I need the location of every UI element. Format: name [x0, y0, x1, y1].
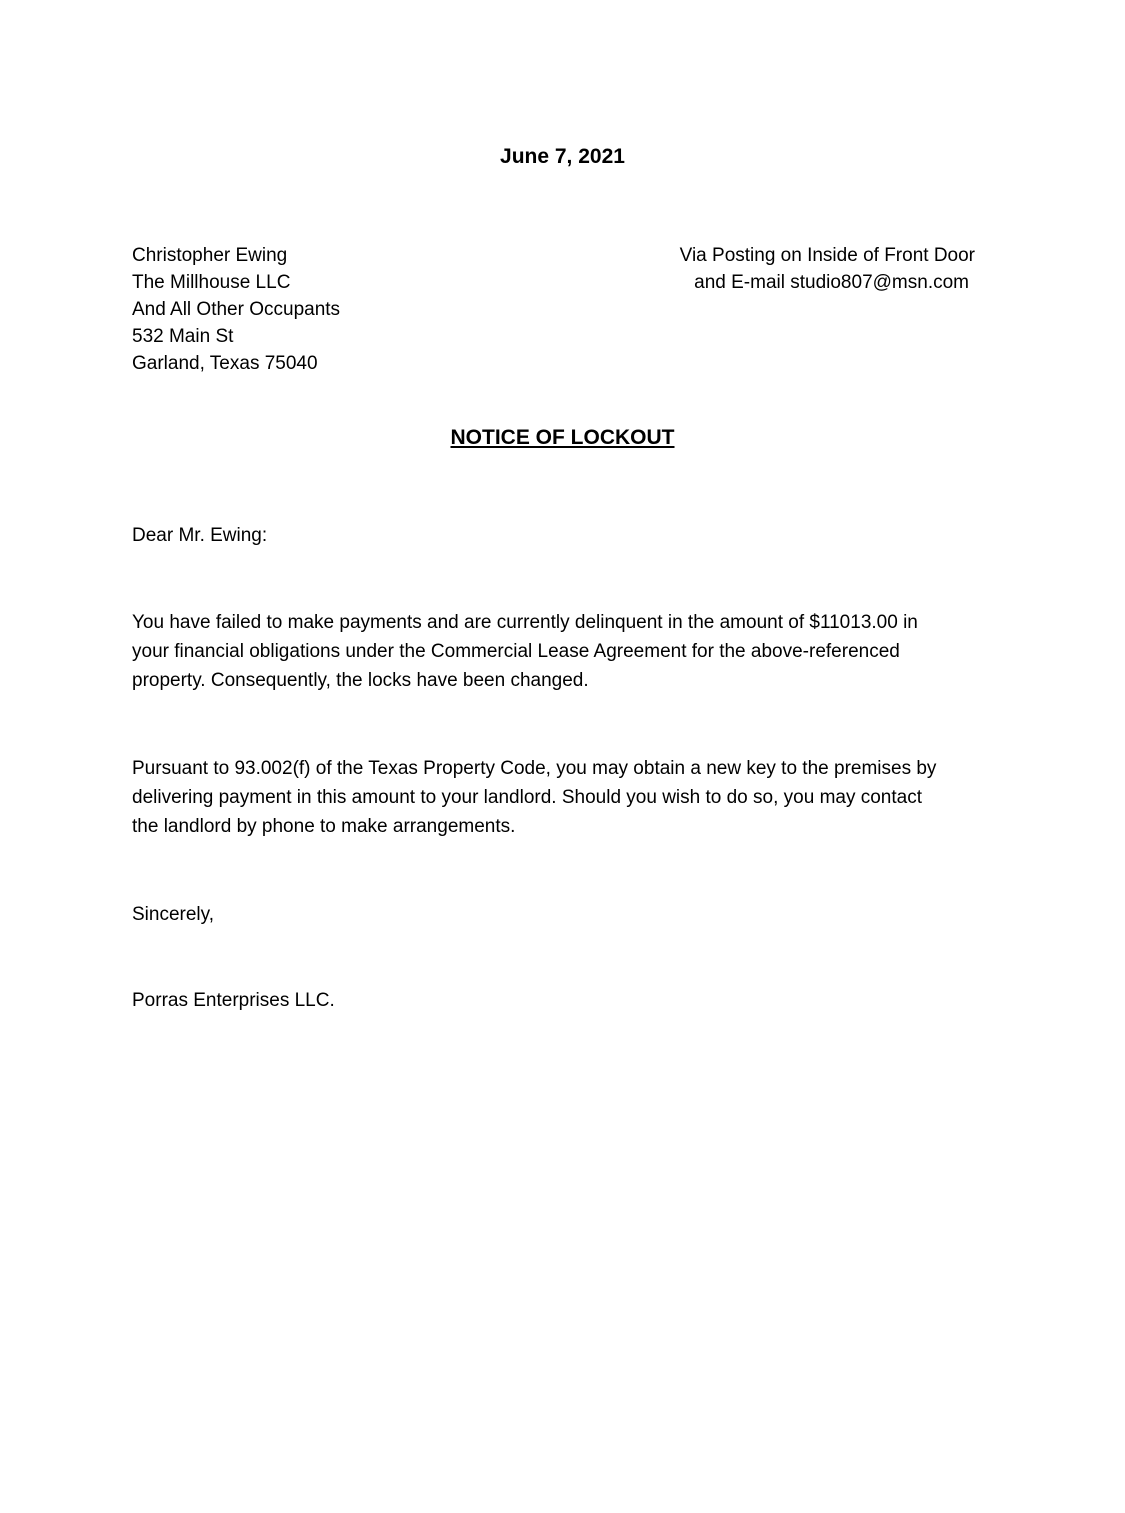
- body-paragraph-delinquency: [132, 608, 1002, 695]
- delivery-method-block: [600, 242, 975, 296]
- paragraph-line: Pursuant to 93.002(f) of the Texas Property Code, you may obtain a new key to the premises by: [132, 758, 937, 779]
- recipient-city-state-zip: Garland, Texas 75040: [132, 353, 318, 374]
- paragraph-line: your financial obligations under the Commercial Lease Agreement for the above-referenced: [132, 641, 900, 662]
- recipient-name: Christopher Ewing: [132, 245, 288, 266]
- salutation: Dear Mr. Ewing:: [132, 525, 268, 546]
- recipient-street: 532 Main St: [132, 326, 234, 347]
- recipient-company: The Millhouse LLC: [132, 272, 291, 293]
- paragraph-line: property. Consequently, the locks have been changed.: [132, 670, 589, 691]
- signature-name: Porras Enterprises LLC.: [132, 990, 335, 1011]
- paragraph-line: You have failed to make payments and are currently delinquent in the amount of $11013.00 in: [132, 612, 918, 633]
- body-paragraph-new-key: [132, 754, 1002, 841]
- delivery-email-line: and E-mail studio807@msn.com: [694, 272, 969, 293]
- recipient-occupants: And All Other Occupants: [132, 299, 341, 320]
- letter-date: June 7, 2021: [500, 145, 625, 168]
- closing: Sincerely,: [132, 904, 215, 925]
- notice-title: NOTICE OF LOCKOUT: [450, 426, 675, 449]
- paragraph-line: delivering payment in this amount to your landlord. Should you wish to do so, you may contact: [132, 787, 922, 808]
- paragraph-line: the landlord by phone to make arrangements.: [132, 816, 516, 837]
- delivery-posting-line: Via Posting on Inside of Front Door: [679, 245, 975, 266]
- recipient-address-block: [132, 242, 340, 377]
